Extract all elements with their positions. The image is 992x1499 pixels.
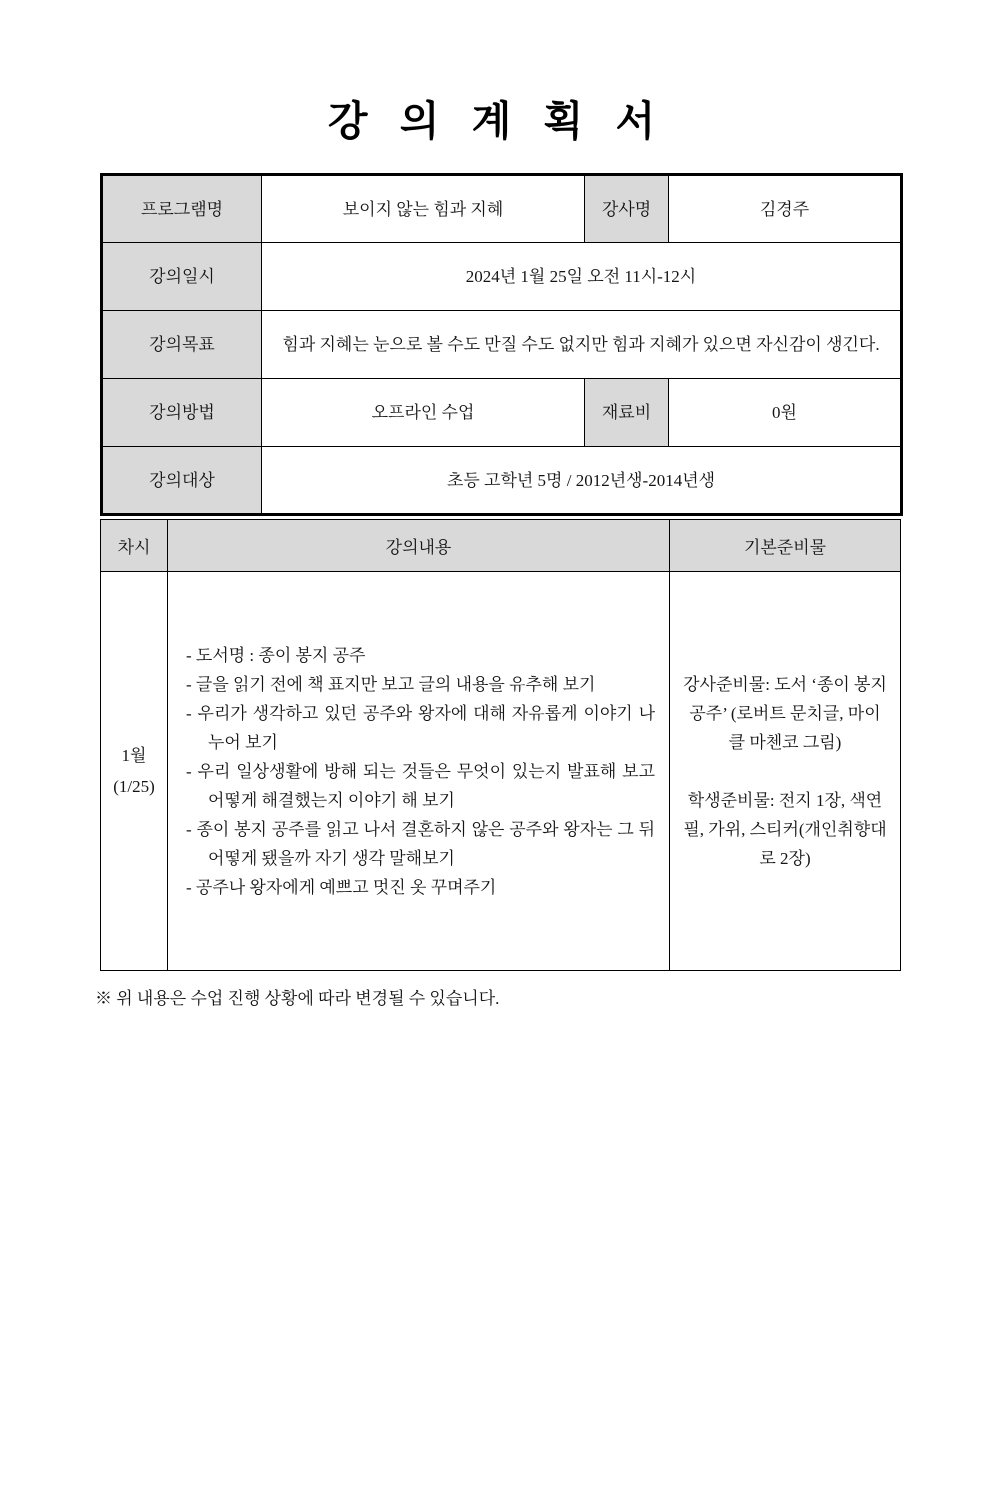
content-item: - 글을 읽기 전에 책 표지만 보고 글의 내용을 유추해 보기 [186, 674, 596, 694]
content-list [186, 641, 655, 902]
page-title: 강 의 계 획 서 [327, 97, 665, 145]
materials-cell [670, 572, 901, 971]
lecture-datetime-value: 2024년 1월 25일 오전 11시-12시 [262, 243, 902, 311]
instructor-value: 김경주 [669, 175, 902, 243]
schedule-table [100, 519, 901, 971]
student-materials: 학생준비물: 전지 1장, 색연필, 가위, 스티커(개인취향대로 2장) [683, 790, 887, 868]
content-item: - 공주나 왕자에게 예쁘고 멋진 옷 꾸며주기 [186, 877, 497, 897]
program-name-label: 프로그램명 [102, 175, 262, 243]
footnote: ※ 위 내용은 수업 진행 상황에 따라 변경될 수 있습니다. [95, 989, 500, 1008]
lecture-method-label: 강의방법 [102, 379, 262, 447]
info-row-datetime [102, 243, 902, 311]
lecture-plan-document [0, 96, 992, 1011]
info-row-method [102, 379, 902, 447]
content-item: - 우리 일상생활에 방해 되는 것들은 무엇이 있는지 발표해 보고 어떻게 해결했는지 이야기 해 보기 [186, 761, 655, 810]
materials-header: 기본준비물 [670, 520, 901, 572]
lecture-goal-label: 강의목표 [102, 311, 262, 379]
content-item: - 우리가 생각하고 있던 공주와 왕자에 대해 자유롭게 이야기 나누어 보기 [186, 703, 655, 752]
instructor-materials: 강사준비물: 도서 ‘종이 봉지 공주’ (로버트 문치글, 마이클 마첸코 그림) [683, 674, 887, 752]
lecture-goal-value: 힘과 지혜는 눈으로 볼 수도 만질 수도 없지만 힘과 지혜가 있으면 자신감이 생긴다. [262, 311, 902, 379]
program-name-value: 보이지 않는 힘과 지혜 [262, 175, 585, 243]
instructor-label: 강사명 [585, 175, 669, 243]
lecture-target-label: 강의대상 [102, 447, 262, 515]
session-header: 차시 [101, 520, 168, 572]
schedule-row [101, 572, 901, 971]
info-row-program [102, 175, 902, 243]
schedule-header-row [101, 520, 901, 572]
session-month: 1월 [121, 746, 147, 765]
lecture-target-value: 초등 고학년 5명 / 2012년생-2014년생 [262, 447, 902, 515]
lecture-method-value: 오프라인 수업 [262, 379, 585, 447]
session-cell [101, 572, 168, 971]
info-row-goal [102, 311, 902, 379]
info-row-target [102, 447, 902, 515]
material-cost-label: 재료비 [585, 379, 669, 447]
content-cell [168, 572, 670, 971]
material-cost-value: 0원 [669, 379, 902, 447]
lecture-datetime-label: 강의일시 [102, 243, 262, 311]
content-item: - 도서명 : 종이 봉지 공주 [186, 645, 366, 665]
info-table [100, 173, 903, 516]
content-header: 강의내용 [168, 520, 670, 572]
content-item: - 종이 봉지 공주를 읽고 나서 결혼하지 않은 공주와 왕자는 그 뒤 어떻게 됐을까 자기 생각 말해보기 [186, 819, 655, 868]
session-date: (1/25) [113, 777, 155, 796]
